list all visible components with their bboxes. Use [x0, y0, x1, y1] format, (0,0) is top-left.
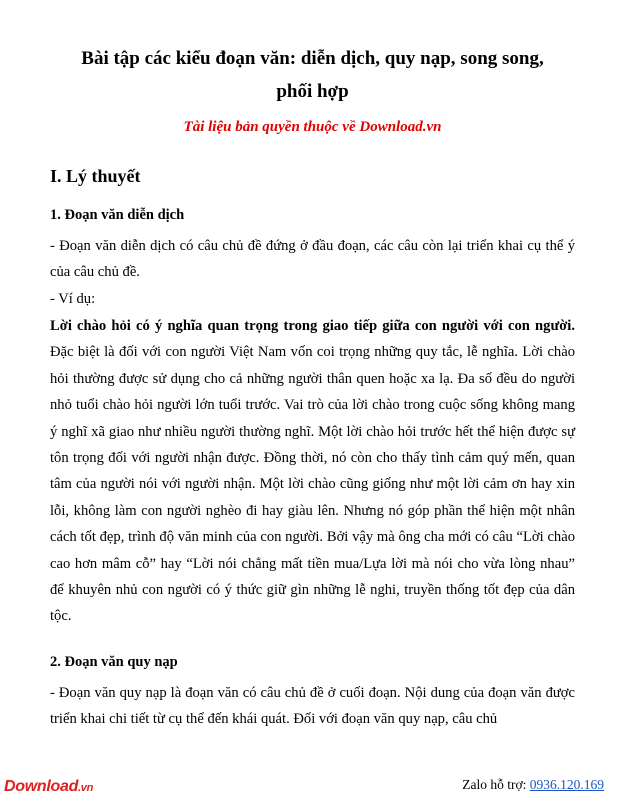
zalo-phone-link[interactable]: 0936.120.169: [529, 777, 604, 792]
title-line-2: phối hợp: [276, 81, 349, 102]
subsection-heading-deductive: 1. Đoạn văn diễn dịch: [50, 207, 185, 223]
zalo-label: Zalo hỗ trợ:: [462, 777, 530, 792]
example-topic-sentence: Lời chào hỏi có ý nghĩa quan trọng trong giao tiếp giữa con người với con người.: [50, 318, 575, 334]
title-line-1: Bài tập các kiểu đoạn văn: diễn dịch, quy nạp, song song,: [81, 48, 544, 69]
deductive-example-paragraph: [50, 313, 575, 630]
document-title: [50, 42, 575, 108]
page-footer: [0, 770, 618, 811]
zalo-support: [462, 777, 604, 793]
download-logo[interactable]: [4, 778, 93, 796]
logo-text: Download: [4, 778, 79, 795]
logo-suffix: .vn: [78, 782, 94, 794]
example-label: - Ví dụ:: [50, 291, 96, 307]
inductive-definition: - Đoạn văn quy nạp là đoạn văn có câu chủ đề ở cuối đoạn. Nội dung của đoạn văn được triển khai chi tiết từ cụ thể đến khái quát. Đối với đoạn văn quy nạp, câu chủ: [50, 685, 575, 728]
section-heading-theory: I. Lý thuyết: [50, 166, 141, 186]
example-body: Đặc biệt là đối với con người Việt Nam vốn coi trọng những quy tắc, lễ nghĩa. Lời chào hỏi thường được sử dụng cho cả những người thân quen hoặc xa lạ. Đa số đều do người nhỏ tuổi chào hỏi người lớn tuổi trước. Vai trò của lời chào trong cuộc sống không mang ý nghĩ xã giao như nhiều người thường nghĩ. Một lời chào hỏi trước hết thể hiện được sự tôn trọng đối với người nhận được. Đồng thời, nó còn cho thấy tình cảm quý mến, quan tâm của người nói với người nhận. Một lời chào cũng giống như một lời cảm ơn hay xin lỗi, không làm con người nghèo đi hay giàu lên. Nhưng nó góp phần thể hiện một nhân cách tốt đẹp, trình độ văn minh của con người. Bởi vậy mà ông cha mới có câu “Lời chào cao hơn mâm cỗ” hay “Lời nói chẳng mất tiền mua/Lựa lời mà nói cho vừa lòng nhau” để khuyên nhủ con người có ý thức giữ gìn những lễ nghi, truyền thống tốt đẹp của dân tộc.: [50, 344, 575, 625]
copyright-subtitle: Tài liệu bản quyền thuộc về Download.vn: [183, 119, 442, 135]
subsection-heading-inductive: 2. Đoạn văn quy nạp: [50, 654, 178, 670]
deductive-definition: - Đoạn văn diễn dịch có câu chủ đề đứng ở đầu đoạn, các câu còn lại triển khai cụ thể ý của câu chủ đề.: [50, 238, 575, 281]
